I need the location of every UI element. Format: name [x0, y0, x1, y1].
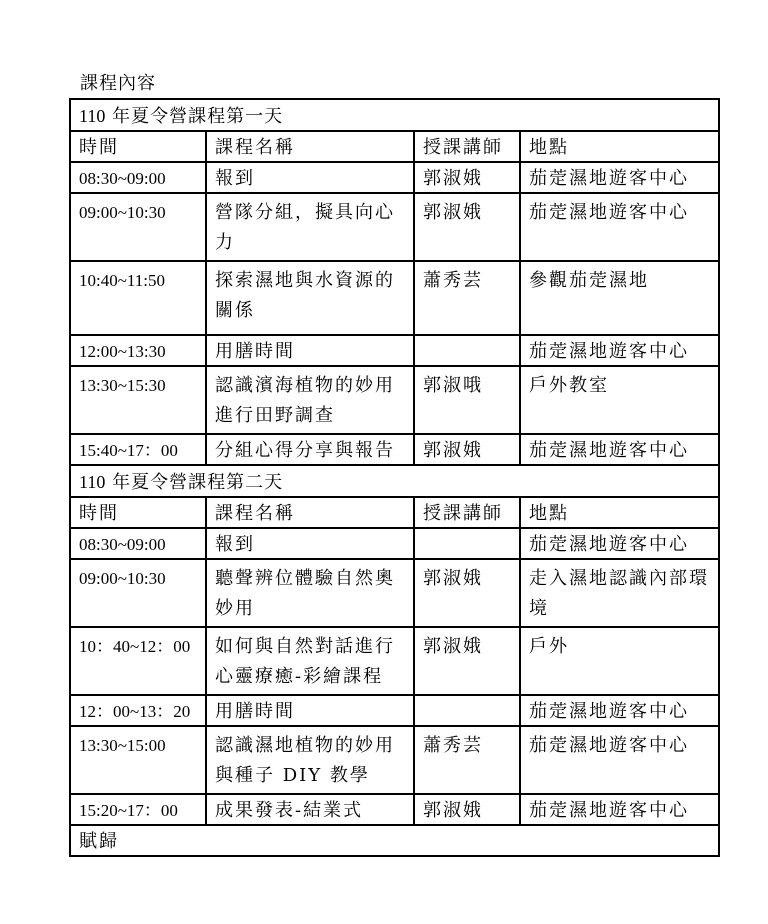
day1-header-row [70, 131, 719, 162]
teacher-cell: 郭淑娥 [414, 193, 520, 261]
table-row [70, 193, 719, 261]
table-row [70, 162, 719, 193]
place-cell: 戶外 [520, 627, 719, 695]
header-course: 課程名稱 [206, 497, 414, 528]
day2-title-row [70, 465, 719, 497]
time-cell: 09:00~10:30 [70, 559, 206, 627]
course-cell: 報到 [206, 162, 414, 193]
course-cell: 成果發表-結業式 [206, 794, 414, 825]
course-cell: 用膳時間 [206, 335, 414, 366]
table-row [70, 726, 719, 794]
table-row [70, 794, 719, 825]
time-cell: 08:30~09:00 [70, 162, 206, 193]
day2-title [70, 465, 719, 497]
table-row [70, 335, 719, 366]
header-place: 地點 [520, 131, 719, 162]
footer-row [70, 825, 719, 856]
place-cell: 走入濕地認識內部環境 [520, 559, 719, 627]
header-teacher: 授課講師 [414, 131, 520, 162]
course-cell: 認識濕地植物的妙用與種子 DIY 教學 [206, 726, 414, 794]
header-teacher: 授課講師 [414, 497, 520, 528]
time-cell: 12:00~13:30 [70, 335, 206, 366]
day2-title-text: 年夏令營課程第二天 [105, 472, 284, 493]
teacher-cell [414, 695, 520, 726]
table-row [70, 627, 719, 695]
course-cell: 聽聲辨位體驗自然奧妙用 [206, 559, 414, 627]
header-time: 時間 [70, 497, 206, 528]
day2-title-year: 110 [79, 472, 106, 492]
place-cell: 茄萣濕地遊客中心 [520, 794, 719, 825]
place-cell: 茄萣濕地遊客中心 [520, 434, 719, 465]
day1-title-row [70, 99, 719, 131]
time-cell: 15:20~17：00 [70, 794, 206, 825]
place-cell: 參觀茄萣濕地 [520, 261, 719, 335]
course-schedule-table [69, 98, 720, 857]
teacher-cell: 蕭秀芸 [414, 261, 520, 335]
day2-header-row [70, 497, 719, 528]
place-cell: 戶外教室 [520, 366, 719, 434]
course-cell: 探索濕地與水資源的關係 [206, 261, 414, 335]
time-cell: 13:30~15:30 [70, 366, 206, 434]
footer-cell: 賦歸 [70, 825, 719, 856]
course-cell: 用膳時間 [206, 695, 414, 726]
teacher-cell [414, 528, 520, 559]
place-cell: 茄萣濕地遊客中心 [520, 335, 719, 366]
table-row [70, 366, 719, 434]
teacher-cell: 郭淑哦 [414, 366, 520, 434]
teacher-cell: 郭淑娥 [414, 627, 520, 695]
time-cell: 13:30~15:00 [70, 726, 206, 794]
time-cell: 10：40~12：00 [70, 627, 206, 695]
teacher-cell [414, 335, 520, 366]
table-row [70, 695, 719, 726]
header-time: 時間 [70, 131, 206, 162]
course-cell: 營隊分組，擬具向心力 [206, 193, 414, 261]
teacher-cell: 郭淑娥 [414, 434, 520, 465]
place-cell: 茄萣濕地遊客中心 [520, 695, 719, 726]
teacher-cell: 郭淑娥 [414, 559, 520, 627]
course-cell: 認識濱海植物的妙用進行田野調查 [206, 366, 414, 434]
day1-title [70, 99, 719, 131]
place-cell: 茄萣濕地遊客中心 [520, 162, 719, 193]
teacher-cell: 郭淑娥 [414, 162, 520, 193]
place-cell: 茄萣濕地遊客中心 [520, 528, 719, 559]
teacher-cell: 蕭秀芸 [414, 726, 520, 794]
document-title: 課程內容 [80, 73, 156, 94]
time-cell: 15:40~17：00 [70, 434, 206, 465]
place-cell: 茄萣濕地遊客中心 [520, 726, 719, 794]
time-cell: 12：00~13：20 [70, 695, 206, 726]
place-cell: 茄萣濕地遊客中心 [520, 193, 719, 261]
table-row [70, 434, 719, 465]
time-cell: 09:00~10:30 [70, 193, 206, 261]
table-row [70, 261, 719, 335]
header-place: 地點 [520, 497, 719, 528]
course-cell: 如何與自然對話進行心靈療癒-彩繪課程 [206, 627, 414, 695]
day1-title-text: 年夏令營課程第一天 [105, 106, 284, 127]
table-row [70, 559, 719, 627]
time-cell: 10:40~11:50 [70, 261, 206, 335]
header-course: 課程名稱 [206, 131, 414, 162]
day1-title-year: 110 [79, 106, 106, 126]
table-row [70, 528, 719, 559]
course-cell: 分組心得分享與報告 [206, 434, 414, 465]
time-cell: 08:30~09:00 [70, 528, 206, 559]
teacher-cell: 郭淑娥 [414, 794, 520, 825]
course-cell: 報到 [206, 528, 414, 559]
